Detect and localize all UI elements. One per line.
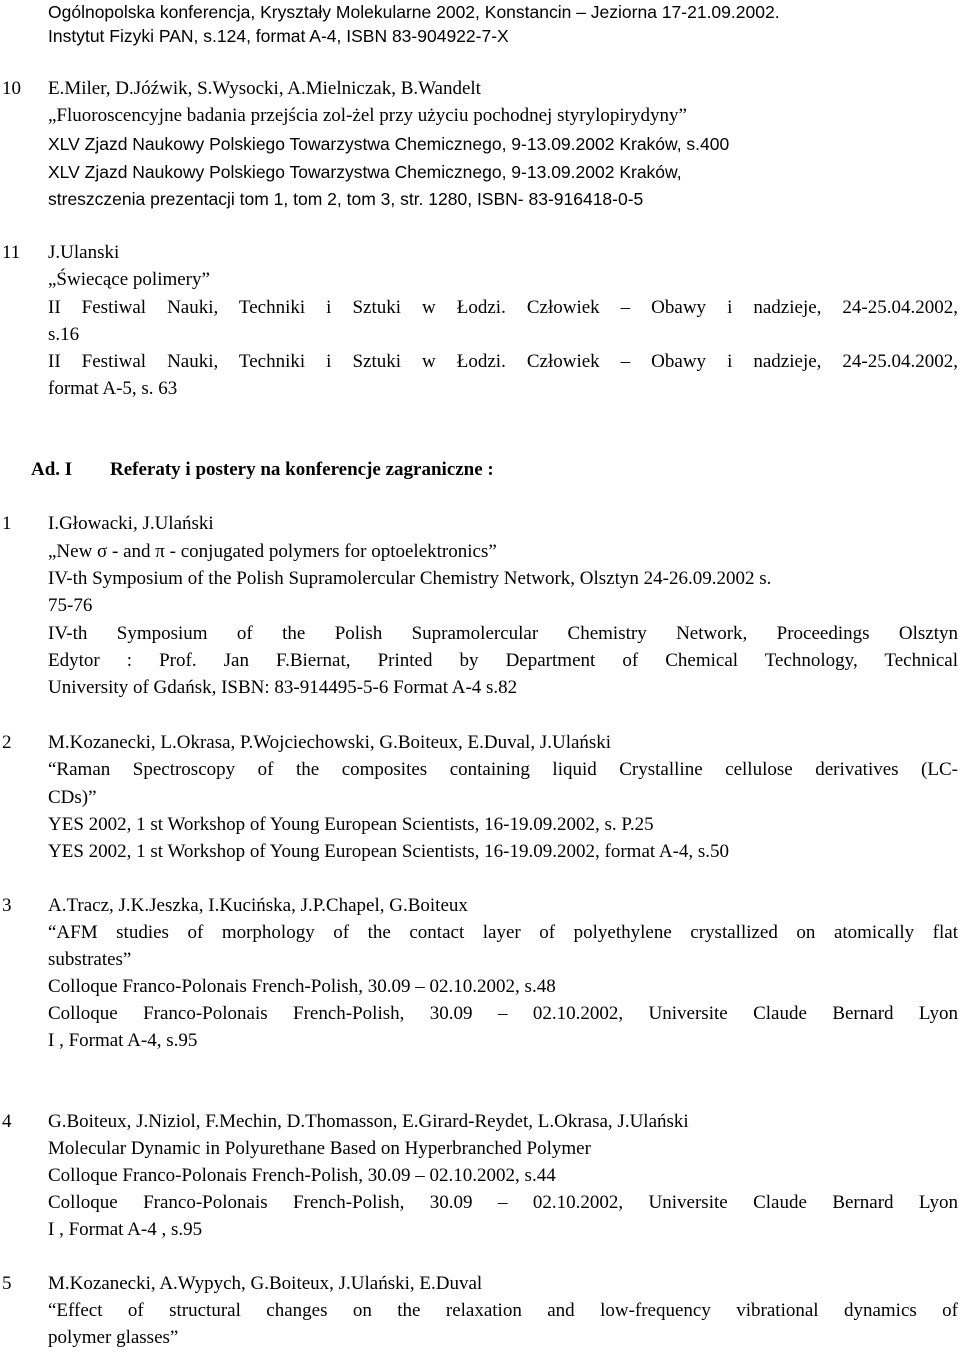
entry-title: “AFM studies of morphology of the contact layer of polyethylene crystallized on atomically flat: [48, 922, 958, 943]
entry-authors: M.Kozanecki, A.Wypych, G.Boiteux, J.Ulański, E.Duval: [48, 1273, 483, 1294]
section-label: Ad. I: [31, 459, 73, 480]
entry-venue: XLV Zjazd Naukowy Polskiego Towarzystwa Chemicznego, 9-13.09.2002 Kraków,: [48, 162, 682, 182]
entry-venue: YES 2002, 1 st Workshop of Young European Scientists, 16-19.09.2002, format A-4, s.50: [48, 841, 730, 862]
entry-number: 5: [2, 1273, 12, 1294]
entry-venue: Colloque Franco-Polonais French-Polish, 30.09 – 02.10.2002, s.48: [48, 976, 556, 997]
entry-venue: Edytor : Prof. Jan F.Biernat, Printed by Department of Chemical Technology, Technical: [48, 650, 958, 671]
entry-authors: I.Głowacki, J.Ulański: [48, 513, 214, 534]
entry-title: „Świecące polimery”: [48, 269, 210, 290]
section-title: Referaty i postery na konferencje zagraniczne :: [110, 459, 494, 480]
entry-title: „Fluoroscencyjne badania przejścia zol-żel przy użyciu pochodnej styrylopirydyny”: [48, 105, 687, 126]
entry-number: 4: [2, 1111, 12, 1132]
entry-number: 3: [2, 895, 12, 916]
entry-venue: streszczenia prezentacji tom 1, tom 2, tom 3, str. 1280, ISBN- 83-916418-0-5: [48, 189, 644, 209]
entry-authors: M.Kozanecki, L.Okrasa, P.Wojciechowski, G.Boiteux, E.Duval, J.Ulański: [48, 732, 612, 753]
entry-venue: XLV Zjazd Naukowy Polskiego Towarzystwa Chemicznego, 9-13.09.2002 Kraków, s.400: [48, 134, 730, 154]
entry-number: 10: [2, 78, 21, 99]
entry-venue: format A-5, s. 63: [48, 378, 178, 399]
entry-venue: Colloque Franco-Polonais French-Polish, 30.09 – 02.10.2002, Universite Claude Bernard Lyon: [48, 1003, 958, 1024]
entry-venue: IV-th Symposium of the Polish Supramolercular Chemistry Network, Proceedings Olsztyn: [48, 623, 958, 644]
continuation-line: Ogólnopolska konferencja, Kryształy Molekularne 2002, Konstancin – Jeziorna 17-21.09.2002.: [48, 2, 780, 22]
entry-venue: s.16: [48, 324, 80, 345]
entry-title: substrates”: [48, 949, 132, 970]
entry-title: polymer glasses”: [48, 1327, 179, 1348]
entry-venue: University of Gdańsk, ISBN: 83-914495-5-6 Format A-4 s.82: [48, 677, 518, 698]
entry-venue: II Festiwal Nauki, Techniki i Sztuki w Łodzi. Człowiek – Obawy i nadzieje, 24-25.04.2002,: [48, 351, 958, 372]
entry-authors: J.Ulanski: [48, 242, 120, 263]
entry-venue: I , Format A-4, s.95: [48, 1030, 198, 1051]
entry-venue: Colloque Franco-Polonais French-Polish, 30.09 – 02.10.2002, Universite Claude Bernard Lyon: [48, 1192, 958, 1213]
entry-number: 1: [2, 513, 12, 534]
entry-venue: IV-th Symposium of the Polish Supramolercular Chemistry Network, Olsztyn 24-26.09.2002 s.: [48, 568, 772, 589]
entry-title: CDs)”: [48, 787, 97, 808]
entry-authors: E.Miler, D.Jóźwik, S.Wysocki, A.Mielniczak, B.Wandelt: [48, 78, 481, 99]
entry-title: „New σ - and π - conjugated polymers for optoelektronics”: [48, 541, 497, 562]
entry-title: “Effect of structural changes on the relaxation and low-frequency vibrational dynamics of: [48, 1300, 958, 1321]
entry-authors: G.Boiteux, J.Niziol, F.Mechin, D.Thomasson, E.Girard-Reydet, L.Okrasa, J.Ulański: [48, 1111, 689, 1132]
entry-title: “Raman Spectroscopy of the composites containing liquid Crystalline cellulose derivatives (LC-: [48, 759, 958, 780]
entry-title: Molecular Dynamic in Polyurethane Based on Hyperbranched Polymer: [48, 1138, 591, 1159]
entry-venue: II Festiwal Nauki, Techniki i Sztuki w Łodzi. Człowiek – Obawy i nadzieje, 24-25.04.2002,: [48, 297, 958, 318]
entry-venue: 75-76: [48, 595, 93, 616]
entry-number: 2: [2, 732, 12, 753]
continuation-line: Instytut Fizyki PAN, s.124, format A-4, ISBN 83-904922-7-X: [48, 26, 509, 46]
entry-number: 11: [2, 242, 21, 263]
entry-authors: A.Tracz, J.K.Jeszka, I.Kucińska, J.P.Chapel, G.Boiteux: [48, 895, 468, 916]
entry-venue: I , Format A-4 , s.95: [48, 1219, 203, 1240]
entry-venue: YES 2002, 1 st Workshop of Young European Scientists, 16-19.09.2002, s. P.25: [48, 814, 654, 835]
entry-venue: Colloque Franco-Polonais French-Polish, 30.09 – 02.10.2002, s.44: [48, 1165, 556, 1186]
